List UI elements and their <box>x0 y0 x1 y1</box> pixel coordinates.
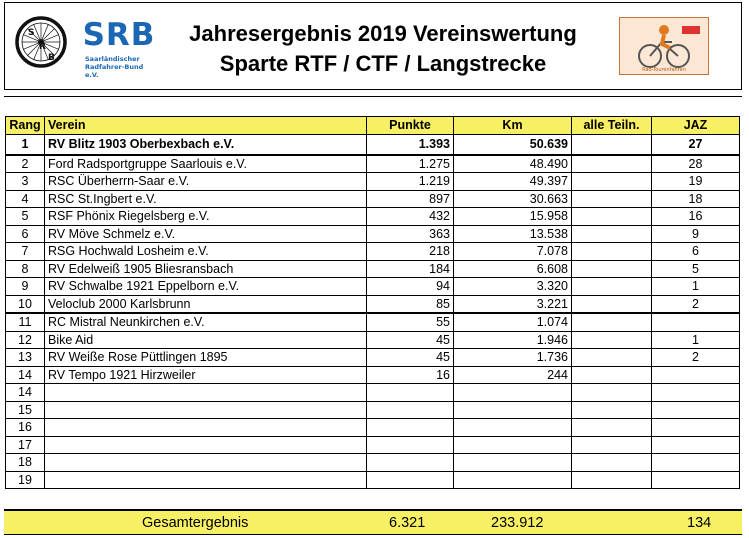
cell-club <box>45 384 367 402</box>
cell-km: 3.320 <box>454 278 572 296</box>
cell-jaz: 2 <box>652 349 740 367</box>
cell-rank: 14 <box>6 384 45 402</box>
cell-club <box>45 471 367 489</box>
cell-points <box>367 436 454 454</box>
cell-jaz: 28 <box>652 155 740 173</box>
cell-km: 1.074 <box>454 313 572 331</box>
cell-rank: 8 <box>6 260 45 278</box>
cell-jaz <box>652 436 740 454</box>
cell-jaz <box>652 313 740 331</box>
cell-km: 50.639 <box>454 134 572 155</box>
cell-rank: 9 <box>6 278 45 296</box>
cell-points: 432 <box>367 208 454 226</box>
cell-jaz <box>652 384 740 402</box>
cell-km: 49.397 <box>454 173 572 191</box>
cell-club: RV Edelweiß 1905 Bliesransbach <box>45 260 367 278</box>
cell-club: RV Tempo 1921 Hirzweiler <box>45 366 367 384</box>
cell-club <box>45 454 367 472</box>
cell-km: 1.736 <box>454 349 572 367</box>
col-header-club: Verein <box>45 117 367 135</box>
cell-jaz: 6 <box>652 243 740 261</box>
cell-points: 85 <box>367 295 454 313</box>
cell-points: 55 <box>367 313 454 331</box>
table-row <box>6 436 740 454</box>
table-row <box>6 155 740 173</box>
table-row <box>6 243 740 261</box>
cell-points: 184 <box>367 260 454 278</box>
table-row <box>6 471 740 489</box>
cell-all-participants <box>572 190 652 208</box>
cell-all-participants <box>572 134 652 155</box>
cell-jaz: 5 <box>652 260 740 278</box>
table-row <box>6 190 740 208</box>
cell-km <box>454 471 572 489</box>
cell-club <box>45 436 367 454</box>
cell-club: RSC St.Ingbert e.V. <box>45 190 367 208</box>
cell-points: 94 <box>367 278 454 296</box>
cell-rank: 15 <box>6 401 45 419</box>
cell-jaz: 19 <box>652 173 740 191</box>
cell-all-participants <box>572 155 652 173</box>
table-row <box>6 278 740 296</box>
cell-all-participants <box>572 243 652 261</box>
cell-rank: 10 <box>6 295 45 313</box>
table-header-row <box>6 117 740 135</box>
rad-touren-text: Rad-Tourenfahren <box>642 67 686 73</box>
cell-all-participants <box>572 349 652 367</box>
divider <box>4 96 742 97</box>
cell-club: RV Blitz 1903 Oberbexbach e.V. <box>45 134 367 155</box>
cell-rank: 19 <box>6 471 45 489</box>
cell-jaz: 9 <box>652 225 740 243</box>
cell-club: RC Mistral Neunkirchen e.V. <box>45 313 367 331</box>
cell-km: 30.663 <box>454 190 572 208</box>
cell-club: Bike Aid <box>45 331 367 349</box>
svg-text:S: S <box>28 28 35 38</box>
cell-jaz <box>652 401 740 419</box>
total-label: Gesamtergebnis <box>142 515 249 531</box>
cell-rank: 16 <box>6 419 45 437</box>
cell-jaz: 2 <box>652 295 740 313</box>
page-header <box>4 2 742 90</box>
cell-rank: 3 <box>6 173 45 191</box>
cell-jaz: 18 <box>652 190 740 208</box>
srb-subtitle-2: Radfahrer-Bund e.V. <box>85 63 144 79</box>
cell-jaz <box>652 454 740 472</box>
svg-text:R: R <box>39 42 46 52</box>
cell-all-participants <box>572 454 652 472</box>
cell-km: 6.608 <box>454 260 572 278</box>
table-row <box>6 331 740 349</box>
svg-text:B: B <box>48 53 55 63</box>
table-row <box>6 225 740 243</box>
cell-rank: 18 <box>6 454 45 472</box>
cell-points <box>367 471 454 489</box>
cell-all-participants <box>572 366 652 384</box>
col-header-jaz: JAZ <box>652 117 740 135</box>
cell-points: 1.275 <box>367 155 454 173</box>
cell-jaz <box>652 471 740 489</box>
cell-all-participants <box>572 401 652 419</box>
table-row <box>6 454 740 472</box>
total-km: 233.912 <box>491 515 544 531</box>
cell-club: Veloclub 2000 Karlsbrunn <box>45 295 367 313</box>
cell-all-participants <box>572 471 652 489</box>
table-row <box>6 313 740 331</box>
cell-points: 45 <box>367 331 454 349</box>
table-row <box>6 134 740 155</box>
cell-all-participants <box>572 208 652 226</box>
cell-km: 1.946 <box>454 331 572 349</box>
col-header-rank: Rang <box>6 117 45 135</box>
cell-points <box>367 454 454 472</box>
cell-all-participants <box>572 173 652 191</box>
cell-all-participants <box>572 278 652 296</box>
cell-jaz <box>652 419 740 437</box>
cell-points <box>367 401 454 419</box>
cell-all-participants <box>572 384 652 402</box>
cell-km <box>454 436 572 454</box>
page-title: Jahresergebnis 2019 Vereinswertung <box>189 21 577 46</box>
cell-club <box>45 419 367 437</box>
cell-club: RSG Hochwald Losheim e.V. <box>45 243 367 261</box>
srb-subtitle-1: Saarländischer <box>85 55 140 63</box>
cell-points: 363 <box>367 225 454 243</box>
table-row <box>6 260 740 278</box>
cell-rank: 1 <box>6 134 45 155</box>
cell-club: RSF Phönix Riegelsberg e.V. <box>45 208 367 226</box>
cell-km <box>454 401 572 419</box>
table-row <box>6 295 740 313</box>
cell-points: 45 <box>367 349 454 367</box>
cell-points: 16 <box>367 366 454 384</box>
cell-rank: 2 <box>6 155 45 173</box>
col-header-all-participants: alle Teiln. <box>572 117 652 135</box>
cell-all-participants <box>572 436 652 454</box>
cell-km: 244 <box>454 366 572 384</box>
cell-jaz: 1 <box>652 278 740 296</box>
cell-club <box>45 401 367 419</box>
cell-club: RV Schwalbe 1921 Eppelborn e.V. <box>45 278 367 296</box>
cell-rank: 4 <box>6 190 45 208</box>
total-jaz: 134 <box>687 515 712 531</box>
table-row <box>6 366 740 384</box>
cell-points: 1.219 <box>367 173 454 191</box>
cell-rank: 14 <box>6 366 45 384</box>
cell-points <box>367 419 454 437</box>
table-row <box>6 349 740 367</box>
cell-jaz: 1 <box>652 331 740 349</box>
table-row <box>6 173 740 191</box>
cell-all-participants <box>572 331 652 349</box>
cell-rank: 6 <box>6 225 45 243</box>
cell-club: RV Möve Schmelz e.V. <box>45 225 367 243</box>
cell-all-participants <box>572 313 652 331</box>
cell-points: 1.393 <box>367 134 454 155</box>
cell-km: 15.958 <box>454 208 572 226</box>
total-row <box>4 509 742 535</box>
cell-club: RSC Überherrn-Saar e.V. <box>45 173 367 191</box>
table-row <box>6 419 740 437</box>
cell-rank: 7 <box>6 243 45 261</box>
col-header-km: Km <box>454 117 572 135</box>
cell-all-participants <box>572 295 652 313</box>
cell-jaz: 27 <box>652 134 740 155</box>
page-subtitle: Sparte RTF / CTF / Langstrecke <box>219 51 547 76</box>
cell-all-participants <box>572 260 652 278</box>
results-table <box>5 116 740 489</box>
cell-rank: 5 <box>6 208 45 226</box>
table-row <box>6 401 740 419</box>
cell-km: 48.490 <box>454 155 572 173</box>
cell-km <box>454 384 572 402</box>
cell-jaz: 16 <box>652 208 740 226</box>
cell-points: 218 <box>367 243 454 261</box>
rad-touren-logo <box>619 17 709 75</box>
cell-points: 897 <box>367 190 454 208</box>
srb-brand-text: SRB <box>82 17 156 53</box>
cell-jaz <box>652 366 740 384</box>
cell-club: Ford Radsportgruppe Saarlouis e.V. <box>45 155 367 173</box>
cell-rank: 11 <box>6 313 45 331</box>
total-points: 6.321 <box>389 515 426 531</box>
col-header-points: Punkte <box>367 117 454 135</box>
cell-rank: 12 <box>6 331 45 349</box>
cell-km: 3.221 <box>454 295 572 313</box>
cell-rank: 17 <box>6 436 45 454</box>
cell-km: 7.078 <box>454 243 572 261</box>
cell-all-participants <box>572 225 652 243</box>
cell-km <box>454 454 572 472</box>
cell-all-participants <box>572 419 652 437</box>
cell-points <box>367 384 454 402</box>
cell-km: 13.538 <box>454 225 572 243</box>
cell-km <box>454 419 572 437</box>
table-row <box>6 384 740 402</box>
cell-rank: 13 <box>6 349 45 367</box>
cell-club: RV Weiße Rose Püttlingen 1895 <box>45 349 367 367</box>
table-row <box>6 208 740 226</box>
